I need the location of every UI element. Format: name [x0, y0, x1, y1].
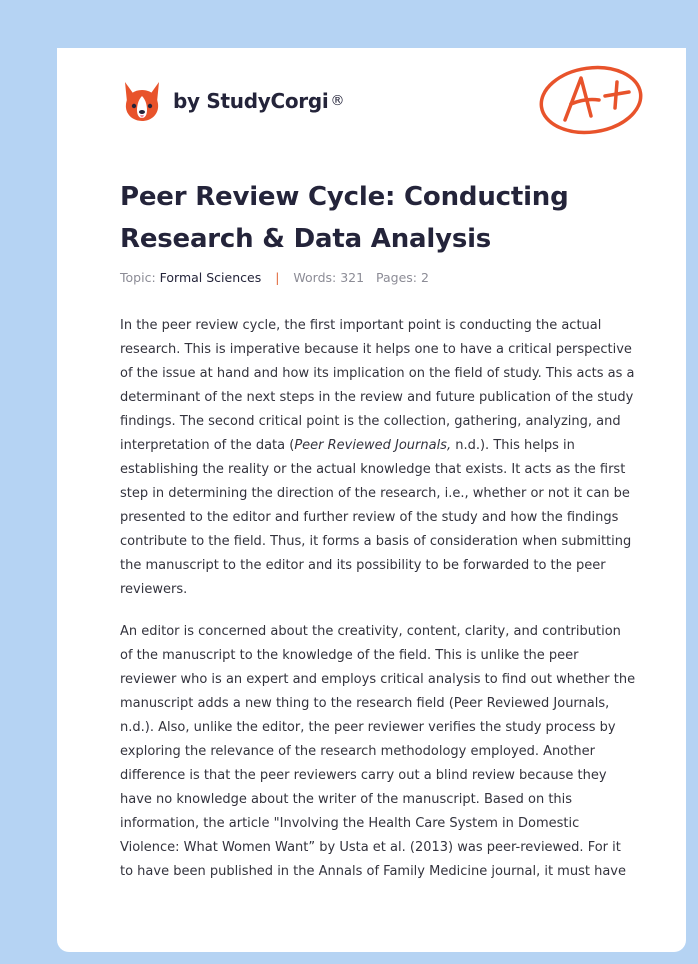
page-title: Peer Review Cycle: Conducting Research & Data Analysis: [120, 182, 569, 254]
article-meta: [120, 270, 429, 285]
paragraph-1: [120, 314, 636, 602]
topic-label: Topic:: [120, 270, 156, 285]
meta-separator: |: [275, 270, 280, 285]
words-value: 321: [340, 270, 365, 285]
words-label: Words:: [293, 270, 337, 285]
pages-label: Pages:: [376, 270, 418, 285]
corgi-logo-icon: [121, 78, 163, 124]
paragraph-1-part-b: n.d.). This helps in establishing the reality or the actual knowledge that exists. It acts as the first step in determining the direction of the research, i.e., whether or not it can be presented to the editor and further review of the study and how the findings contribute to the field. Thus, it forms a basis of consideration when submitting the manuscript to the editor and its possibility to be forwarded to the peer reviewers.: [120, 438, 632, 597]
document-card: [57, 48, 686, 952]
paragraph-2: An editor is concerned about the creativity, content, clarity, and contribution of the manuscript to the knowledge of the field. This is unlike the peer reviewer who is an expert and employs critical analysis to find out whether the manuscript adds a new thing to the research field (Peer Reviewed Journals, n.d.). Also, unlike the editor, the peer reviewer verifies the study process by exploring the relevance of the research methodology employed. Another difference is that the peer reviewers carry out a blind review because they have no knowledge about the writer of the manuscript. Based on this information, the article "Involving the Health Care System in Domestic Violence: What Women Want” by Usta et al. (2013) was peer-reviewed. For it to have been published in the Annals of Family Medicine journal, it must have: [120, 624, 636, 879]
pages-value: 2: [421, 270, 429, 285]
article-body: [120, 314, 636, 902]
paragraph-1-part-a: In the peer review cycle, the first important point is conducting the actual research. This is imperative because it helps one to have a critical perspective of the issue at hand and how its implication on the field of study. This acts as a determinant of the next steps in the review and future publication of the study findings. The second critical point is the collection, gathering, analyzing, and interpretation of the data (: [120, 318, 635, 453]
registered-mark: ®: [330, 93, 345, 109]
brand-header[interactable]: [121, 76, 344, 126]
topic-link[interactable]: Formal Sciences: [159, 270, 262, 285]
brand-name: by StudyCorgi: [173, 89, 329, 113]
a-plus-badge-icon: [537, 58, 649, 138]
citation-italic: Peer Reviewed Journals,: [294, 438, 452, 453]
